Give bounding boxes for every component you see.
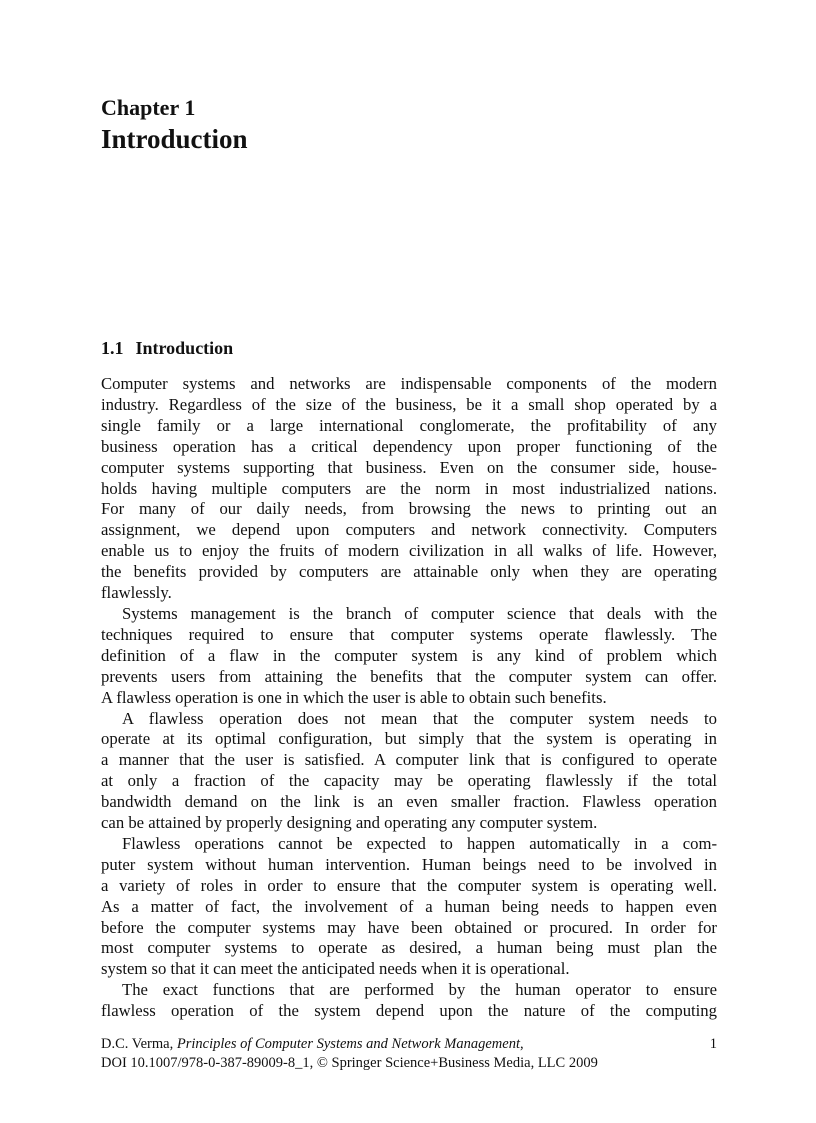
text-line: Computer systems and networks are indispensable components of the modern (101, 374, 717, 393)
text-line: For many of our daily needs, from browsing the news to printing out an (101, 499, 717, 519)
text-line: assignment, we depend upon computers and network connectivity. Computers (101, 520, 717, 540)
text-line: operate at its optimal configuration, but simply that the system is operating in (101, 729, 717, 749)
text-line: the benefits provided by computers are attainable only when they are operating (101, 562, 717, 582)
text-line: puter system without human intervention. Human beings need to be involved in (101, 854, 717, 874)
text-line: a variety of roles in order to ensure that the computer system is operating well. (101, 875, 717, 895)
text-line: As a matter of fact, the involvement of a human being needs to happen even (101, 896, 717, 916)
text-line: A flawless operation does not mean that the computer system needs to (122, 708, 717, 728)
section-title: Introduction (135, 338, 234, 358)
section-heading (101, 336, 233, 360)
text-line: enable us to enjoy the fruits of modern civilization in all walks of life. However, (101, 541, 717, 561)
page-number: 1 (709, 1036, 717, 1052)
text-line: techniques required to ensure that computer systems operate flawlessly. The (101, 624, 717, 644)
page-footer (101, 1035, 717, 1073)
text-line: Flawless operations cannot be expected to happen automatically in a com- (122, 833, 717, 853)
paragraph-4 (101, 834, 717, 980)
footer-doi: DOI 10.1007/978-0-387-89009-8_1, © Springer Science+Business Media, LLC 2009 (101, 1055, 598, 1071)
text-line: before the computer systems may have been obtained or procured. In order for (101, 917, 717, 937)
text-line: computer systems supporting that business. Even on the consumer side, house- (101, 457, 717, 477)
paragraph-2 (101, 604, 717, 709)
footer-comma: , (519, 1036, 524, 1052)
text-line: industry. Regardless of the size of the business, be it a small shop operated by a (101, 394, 717, 414)
text-line: flawlessly. (101, 583, 172, 603)
chapter-label: Chapter 1 (101, 95, 196, 120)
footer-book-title: Principles of Computer Systems and Network Management (176, 1036, 520, 1052)
text-line: bandwidth demand on the link is an even smaller fraction. Flawless operation (101, 792, 717, 812)
citation-line (101, 1035, 717, 1054)
text-line: Systems management is the branch of computer science that deals with the (122, 603, 717, 623)
body-text (101, 374, 717, 1022)
text-line: at only a fraction of the capacity may be operating flawlessly if the total (101, 771, 717, 791)
text-line: business operation has a critical dependency upon proper functioning of the (101, 436, 717, 456)
text-line: holds having multiple computers are the norm in most industrialized nations. (101, 478, 717, 498)
text-line: flawless operation of the system depend upon the nature of the computing (101, 1001, 717, 1021)
text-line: The exact functions that are performed by the human operator to ensure (122, 980, 717, 1000)
text-line: definition of a flaw in the computer system is any kind of problem which (101, 645, 717, 665)
chapter-title: Introduction (101, 124, 248, 154)
text-line: A flawless operation is one in which the user is able to obtain such benefits. (101, 687, 607, 707)
paragraph-5 (101, 980, 717, 1022)
text-line: most computer systems to operate as desired, a human being must plan the (101, 938, 717, 958)
text-line: can be attained by properly designing and operating any computer system. (101, 813, 598, 833)
text-line: a manner that the user is satisfied. A computer link that is configured to operate (101, 750, 717, 770)
section-number: 1.1 (101, 338, 124, 358)
text-line: system so that it can meet the anticipated needs when it is operational. (101, 959, 570, 979)
text-line: prevents users from attaining the benefits that the computer system can offer. (101, 666, 717, 686)
paragraph-3 (101, 709, 717, 834)
paragraph-1 (101, 374, 717, 604)
footer-author: D.C. Verma, (101, 1036, 174, 1052)
text-line: single family or a large international conglomerate, the profitability of any (101, 415, 717, 435)
